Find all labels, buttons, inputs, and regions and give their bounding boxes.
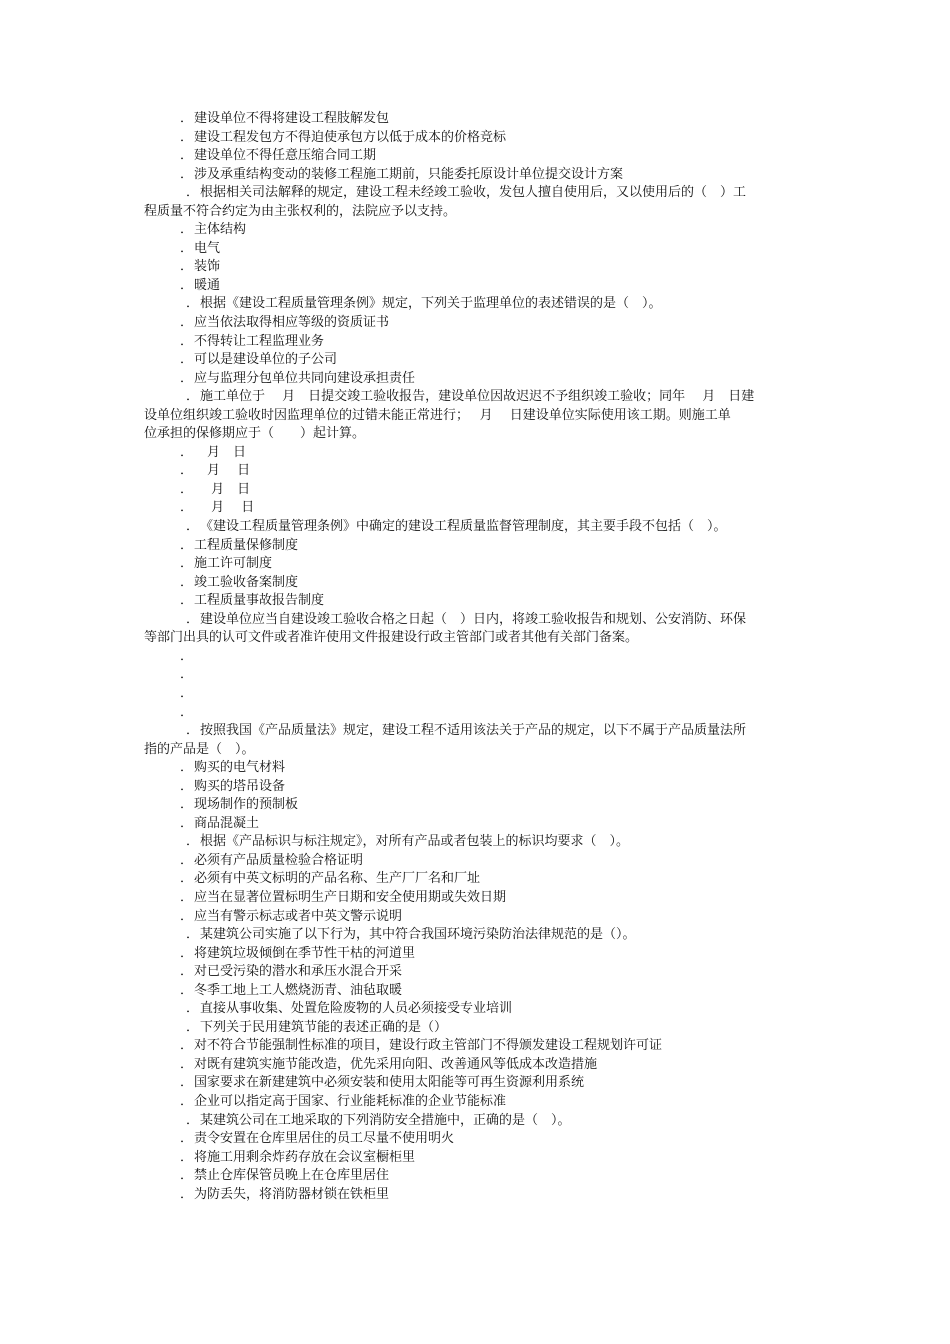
item-marker: ．: [180, 240, 194, 256]
answer-option: [0, 889, 950, 908]
answer-option: [0, 1130, 950, 1149]
item-marker: ．: [180, 500, 194, 516]
item-marker: ．: [180, 685, 194, 701]
line-text: 直接从事收集、处置危险废物的人员必须接受专业培训: [200, 1001, 513, 1017]
item-marker: ．: [180, 593, 194, 609]
answer-option: [0, 1074, 950, 1093]
document-body: [0, 110, 950, 1204]
item-marker: ．: [180, 797, 194, 813]
item-marker: ．: [180, 444, 194, 460]
answer-option: [0, 499, 950, 518]
line-text: 根据相关司法解释的规定，建设工程未经竣工验收，发包人擅自使用后，又以使用后的（ ）工: [200, 185, 747, 201]
line-text: 对已受污染的潜水和承压水混合开采: [194, 964, 403, 980]
item-marker: ．: [186, 1019, 200, 1035]
line-text: 应当有警示标志或者中英文警示说明: [194, 908, 403, 924]
item-marker: ．: [180, 778, 194, 794]
line-text: 月 日: [194, 463, 251, 479]
line-text: 某建筑公司实施了以下行为，其中符合我国环境污染防治法律规范的是（）。: [200, 927, 636, 943]
answer-option: [0, 666, 950, 685]
answer-option: [0, 555, 950, 574]
line-text: 施工单位于 月 日提交竣工验收报告，建设单位因故迟迟不予组织竣工验收；同年 月 日建: [200, 389, 755, 405]
item-marker: ．: [180, 964, 194, 980]
item-marker: ．: [180, 481, 194, 497]
answer-option: [0, 314, 950, 333]
line-text: 对不符合节能强制性标准的项目，建设行政主管部门不得颁发建设工程规划许可证: [194, 1038, 663, 1054]
item-marker: ．: [186, 296, 200, 312]
item-marker: ．: [186, 927, 200, 943]
question-continuation: [0, 203, 950, 222]
item-marker: ．: [180, 852, 194, 868]
question-continuation: [0, 407, 950, 426]
line-text: 购买的电气材料: [194, 760, 286, 776]
line-text: 冬季工地上工人燃烧沥青、油毡取暖: [194, 982, 403, 998]
item-marker: ．: [180, 259, 194, 275]
question-text: [0, 184, 950, 203]
line-text: 根据《建设工程质量管理条例》规定，下列关于监理单位的表述错误的是（ ）。: [200, 296, 662, 312]
item-marker: ．: [180, 1038, 194, 1054]
item-marker: ．: [180, 982, 194, 998]
answer-option: [0, 704, 950, 723]
question-text: [0, 722, 950, 741]
line-text: 责令安置在仓库里居住的员工尽量不使用明火: [194, 1131, 455, 1147]
item-marker: ．: [180, 1056, 194, 1072]
item-marker: ．: [180, 760, 194, 776]
line-text: 竣工验收备案制度: [194, 574, 299, 590]
line-text: 将建筑垃圾倾倒在季节性干枯的河道里: [194, 945, 416, 961]
question-text: [0, 1112, 950, 1131]
question-continuation: [0, 741, 950, 760]
answer-option: [0, 129, 950, 148]
answer-option: [0, 759, 950, 778]
answer-option: [0, 778, 950, 797]
line-text: 国家要求在新建建筑中必须安装和使用太阳能等可再生资源利用系统: [194, 1075, 585, 1091]
answer-option: [0, 1149, 950, 1168]
line-text: 《建设工程质量管理条例》中确定的建设工程质量监督管理制度，其主要手段不包括（ ）。: [200, 519, 727, 535]
answer-option: [0, 574, 950, 593]
answer-option: [0, 945, 950, 964]
item-marker: ．: [180, 648, 194, 664]
item-marker: ．: [186, 185, 200, 201]
line-text: 建设工程发包方不得迫使承包方以低于成本的价格竞标: [194, 129, 507, 145]
item-marker: ．: [180, 537, 194, 553]
item-marker: ．: [180, 1075, 194, 1091]
item-marker: ．: [180, 704, 194, 720]
answer-option: [0, 462, 950, 481]
line-text: 应当在显著位置标明生产日期和安全使用期或失效日期: [194, 889, 507, 905]
answer-option: [0, 370, 950, 389]
line-text: 工程质量保修制度: [194, 537, 299, 553]
line-text: 施工许可制度: [194, 556, 273, 572]
item-marker: ．: [180, 1149, 194, 1165]
item-marker: ．: [186, 389, 200, 405]
line-text: 商品混凝土: [194, 815, 260, 831]
line-text: 主体结构: [194, 222, 247, 238]
answer-option: [0, 1093, 950, 1112]
answer-option: [0, 221, 950, 240]
answer-option: [0, 1186, 950, 1205]
line-text: 应当依法取得相应等级的资质证书: [194, 315, 390, 331]
item-marker: ．: [180, 315, 194, 331]
item-marker: ．: [180, 129, 194, 145]
item-marker: ．: [180, 1168, 194, 1184]
line-text: 涉及承重结构变动的装修工程施工期前，只能委托原设计单位提交设计方案: [194, 166, 624, 182]
answer-option: [0, 277, 950, 296]
line-text: 月 日: [194, 481, 251, 497]
question-continuation: [0, 629, 950, 648]
item-marker: ．: [180, 556, 194, 572]
line-text: 必须有产品质量检验合格证明: [194, 852, 364, 868]
question-text: [0, 295, 950, 314]
line-text: 位承担的保修期应于（ ）起计算。: [144, 426, 366, 442]
answer-option: [0, 815, 950, 834]
item-marker: ．: [186, 723, 200, 739]
line-text: 企业可以指定高于国家、行业能耗标准的企业节能标准: [194, 1093, 507, 1109]
answer-option: [0, 166, 950, 185]
item-marker: ．: [180, 945, 194, 961]
line-text: 现场制作的预制板: [194, 797, 299, 813]
answer-option: [0, 333, 950, 352]
item-marker: ．: [180, 370, 194, 386]
item-marker: ．: [180, 889, 194, 905]
item-marker: ．: [180, 352, 194, 368]
question-text: [0, 518, 950, 537]
line-text: 必须有中英文标明的产品名称、生产厂厂名和厂址: [194, 871, 481, 887]
question-continuation: [0, 425, 950, 444]
answer-option: [0, 796, 950, 815]
item-marker: ．: [180, 667, 194, 683]
answer-option: [0, 444, 950, 463]
answer-option: [0, 258, 950, 277]
question-text: [0, 833, 950, 852]
question-text: [0, 611, 950, 630]
line-text: 暖通: [194, 277, 221, 293]
answer-option: [0, 908, 950, 927]
line-text: 可以是建设单位的子公司: [194, 352, 338, 368]
line-text: 建设单位不得将建设工程肢解发包: [194, 111, 390, 126]
line-text: 根据《产品标识与标注规定》，对所有产品或者包装上的标识均要求（ ）。: [200, 834, 630, 850]
item-marker: ．: [180, 574, 194, 590]
item-marker: ．: [180, 1093, 194, 1109]
item-marker: ．: [180, 277, 194, 293]
line-text: 设单位组织竣工验收时因监理单位的过错未能正常进行； 月 日建设单位实际使用该工期。则施工单: [144, 407, 731, 423]
item-marker: ．: [180, 1186, 194, 1202]
line-text: 禁止仓库保管员晚上在仓库里居住: [194, 1168, 390, 1184]
line-text: 电气: [194, 240, 221, 256]
line-text: 购买的塔吊设备: [194, 778, 286, 794]
line-text: 不得转让工程监理业务: [194, 333, 325, 349]
item-marker: ．: [186, 1001, 200, 1017]
line-text: 指的产品是（ ）。: [144, 741, 255, 757]
answer-option: [0, 110, 950, 129]
answer-option: [0, 1037, 950, 1056]
answer-option: [0, 870, 950, 889]
line-text: 应与监理分包单位共同向建设承担责任: [194, 370, 416, 386]
answer-option: [0, 963, 950, 982]
line-text: 建设单位不得任意压缩合同工期: [194, 148, 377, 164]
answer-option: [0, 685, 950, 704]
question-text: [0, 1000, 950, 1019]
item-marker: ．: [186, 519, 200, 535]
question-text: [0, 388, 950, 407]
item-marker: ．: [180, 1131, 194, 1147]
answer-option: [0, 147, 950, 166]
line-text: 程质量不符合约定为由主张权利的，法院应予以支持。: [144, 203, 457, 219]
line-text: 工程质量事故报告制度: [194, 593, 325, 609]
line-text: 装饰: [194, 259, 221, 275]
question-text: [0, 1019, 950, 1038]
item-marker: ．: [180, 222, 194, 238]
answer-option: [0, 982, 950, 1001]
answer-option: [0, 351, 950, 370]
line-text: 某建筑公司在工地采取的下列消防安全措施中，正确的是（ ）。: [200, 1112, 571, 1128]
line-text: 月 日: [194, 444, 247, 460]
item-marker: ．: [180, 908, 194, 924]
line-text: 等部门出具的认可文件或者准许使用文件报建设行政主管部门或者其他有关部门备案。: [144, 630, 639, 646]
item-marker: ．: [180, 333, 194, 349]
question-text: [0, 926, 950, 945]
item-marker: ．: [180, 166, 194, 182]
answer-option: [0, 852, 950, 871]
answer-option: [0, 537, 950, 556]
answer-option: [0, 648, 950, 667]
line-text: 下列关于民用建筑节能的表述正确的是（）: [200, 1019, 448, 1035]
item-marker: ．: [180, 463, 194, 479]
line-text: 为防丢失，将消防器材锁在铁柜里: [194, 1186, 390, 1202]
item-marker: ．: [180, 111, 194, 126]
item-marker: ．: [180, 148, 194, 164]
line-text: 月 日: [194, 500, 255, 516]
item-marker: ．: [180, 871, 194, 887]
line-text: 对既有建筑实施节能改造，优先采用向阳、改善通风等低成本改造措施: [194, 1056, 598, 1072]
line-text: 按照我国《产品质量法》规定，建设工程不适用该法关于产品的规定，以下不属于产品质量法所: [200, 723, 747, 739]
answer-option: [0, 481, 950, 500]
answer-option: [0, 1056, 950, 1075]
answer-option: [0, 1167, 950, 1186]
item-marker: ．: [186, 834, 200, 850]
line-text: 将施工用剩余炸药存放在会议室橱柜里: [194, 1149, 416, 1165]
line-text: 建设单位应当自建设竣工验收合格之日起（ ）日内，将竣工验收报告和规划、公安消防、环保: [200, 611, 747, 627]
item-marker: ．: [186, 1112, 200, 1128]
answer-option: [0, 592, 950, 611]
item-marker: ．: [180, 815, 194, 831]
answer-option: [0, 240, 950, 259]
item-marker: ．: [186, 611, 200, 627]
